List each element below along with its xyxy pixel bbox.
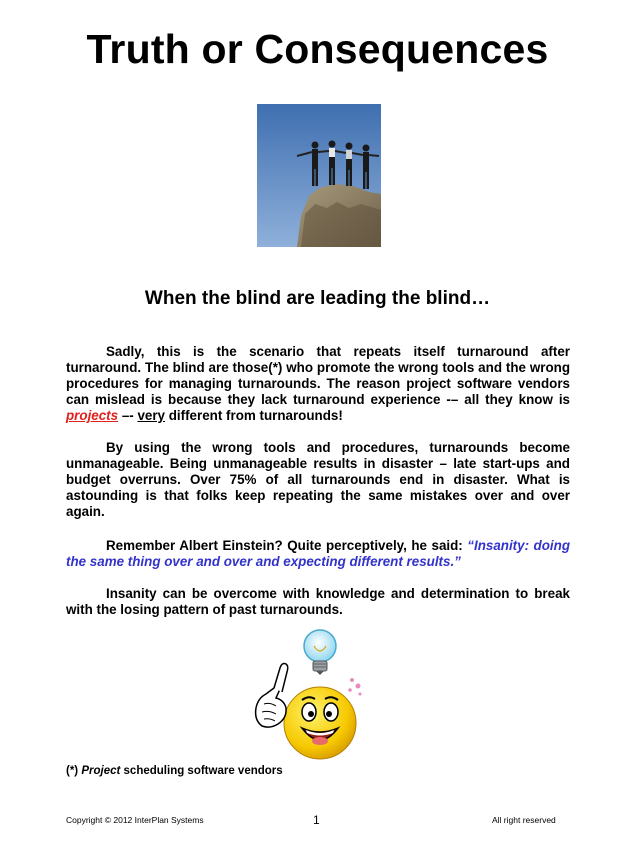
paragraph-3-text: Remember Albert Einstein? Quite perceptively, he said: (106, 538, 468, 553)
paragraph-2 (66, 440, 570, 520)
smiley-lightbulb-idea-icon (240, 628, 370, 760)
footnote-text: scheduling software vendors (120, 765, 283, 777)
paragraph-1-text: Sadly, this is the scenario that repeats itself turnaround after turnaround. The blind are those(*) who promote the wrong tools and the wrong procedures for managing turnarounds. The reason project software vendors can mislead is because they lack turnaround experience -– all they know is (66, 344, 570, 407)
copyright-notice: Copyright © 2012 InterPlan Systems (66, 815, 204, 825)
paragraph-1 (66, 344, 570, 424)
einstein-quote: “Insanity: doing the same thing over and over and expecting different results.” (66, 538, 570, 569)
footnote-emphasis: Project (81, 765, 121, 777)
footnote-mark: (*) (66, 765, 82, 777)
projects-emphasis: projects (66, 408, 119, 423)
paragraph-1-dash: –- (118, 408, 138, 423)
rights-notice: All right reserved (492, 815, 556, 825)
footnote (66, 765, 283, 777)
paragraph-1-end: different from turnarounds! (165, 408, 343, 423)
section-subtitle: When the blind are leading the blind… (144, 288, 491, 309)
blind-leading-blind-photo (257, 104, 381, 247)
page-title: Truth or Consequences (86, 26, 549, 72)
paragraph-4-text: Insanity can be overcome with knowledge and determination to break with the losing pattern of past turnarounds. (66, 586, 570, 617)
paragraph-4 (66, 586, 570, 618)
page-number: 1 (313, 813, 320, 827)
paragraph-2-text: By using the wrong tools and procedures, turnarounds become unmanageable. Being unmanageable results in disaster – late start-ups and budget overruns. Over 75% of all turnarounds end in disaster. What is astounding is that folks keep repeating the same mistakes over and over again. (66, 440, 570, 519)
very-underline: very (137, 408, 166, 423)
paragraph-3 (66, 538, 570, 570)
